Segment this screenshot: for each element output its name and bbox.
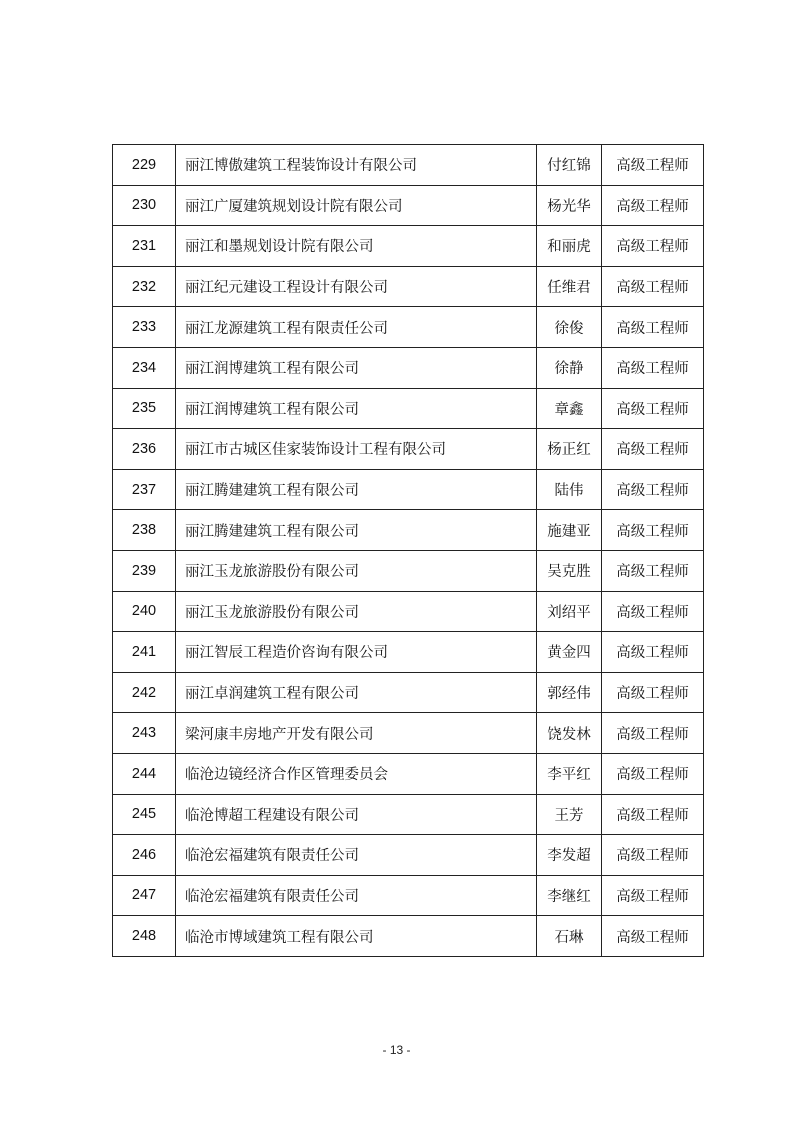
professional-title: 高级工程师 xyxy=(602,794,704,835)
professional-title: 高级工程师 xyxy=(602,307,704,348)
roster-table xyxy=(112,144,704,957)
professional-title: 高级工程师 xyxy=(602,875,704,916)
person-name: 徐俊 xyxy=(537,307,602,348)
professional-title: 高级工程师 xyxy=(602,510,704,551)
person-name: 王芳 xyxy=(537,794,602,835)
person-name: 石琳 xyxy=(537,916,602,957)
person-name: 杨光华 xyxy=(537,185,602,226)
row-number: 237 xyxy=(113,469,176,510)
table-row xyxy=(113,672,704,713)
row-number: 238 xyxy=(113,510,176,551)
professional-title: 高级工程师 xyxy=(602,145,704,186)
professional-title: 高级工程师 xyxy=(602,185,704,226)
row-number: 240 xyxy=(113,591,176,632)
person-name: 吴克胜 xyxy=(537,550,602,591)
row-number: 242 xyxy=(113,672,176,713)
organization-name: 丽江润博建筑工程有限公司 xyxy=(176,388,537,429)
professional-title: 高级工程师 xyxy=(602,672,704,713)
professional-title: 高级工程师 xyxy=(602,347,704,388)
professional-title: 高级工程师 xyxy=(602,266,704,307)
professional-title: 高级工程师 xyxy=(602,550,704,591)
table-row xyxy=(113,632,704,673)
organization-name: 临沧边镜经济合作区管理委员会 xyxy=(176,753,537,794)
person-name: 饶发林 xyxy=(537,713,602,754)
professional-title: 高级工程师 xyxy=(602,429,704,470)
row-number: 231 xyxy=(113,226,176,267)
table-row xyxy=(113,266,704,307)
person-name: 杨正红 xyxy=(537,429,602,470)
organization-name: 丽江市古城区佳家装饰设计工程有限公司 xyxy=(176,429,537,470)
table-row xyxy=(113,713,704,754)
professional-title: 高级工程师 xyxy=(602,916,704,957)
row-number: 246 xyxy=(113,835,176,876)
row-number: 247 xyxy=(113,875,176,916)
person-name: 黄金四 xyxy=(537,632,602,673)
page-number: - 13 - xyxy=(382,1043,411,1057)
professional-title: 高级工程师 xyxy=(602,835,704,876)
organization-name: 梁河康丰房地产开发有限公司 xyxy=(176,713,537,754)
row-number: 244 xyxy=(113,753,176,794)
organization-name: 临沧宏福建筑有限责任公司 xyxy=(176,875,537,916)
row-number: 234 xyxy=(113,347,176,388)
person-name: 陆伟 xyxy=(537,469,602,510)
table-row xyxy=(113,794,704,835)
person-name: 章鑫 xyxy=(537,388,602,429)
professional-title: 高级工程师 xyxy=(602,226,704,267)
organization-name: 丽江腾建建筑工程有限公司 xyxy=(176,510,537,551)
person-name: 任维君 xyxy=(537,266,602,307)
roster-table-body xyxy=(113,145,704,957)
professional-title: 高级工程师 xyxy=(602,713,704,754)
row-number: 239 xyxy=(113,550,176,591)
organization-name: 丽江纪元建设工程设计有限公司 xyxy=(176,266,537,307)
person-name: 李平红 xyxy=(537,753,602,794)
table-row xyxy=(113,347,704,388)
organization-name: 临沧宏福建筑有限责任公司 xyxy=(176,835,537,876)
table-row xyxy=(113,753,704,794)
organization-name: 临沧博超工程建设有限公司 xyxy=(176,794,537,835)
row-number: 243 xyxy=(113,713,176,754)
table-row xyxy=(113,916,704,957)
organization-name: 丽江玉龙旅游股份有限公司 xyxy=(176,591,537,632)
table-row xyxy=(113,145,704,186)
table-row xyxy=(113,875,704,916)
professional-title: 高级工程师 xyxy=(602,469,704,510)
professional-title: 高级工程师 xyxy=(602,753,704,794)
organization-name: 丽江智辰工程造价咨询有限公司 xyxy=(176,632,537,673)
table-row xyxy=(113,429,704,470)
row-number: 230 xyxy=(113,185,176,226)
organization-name: 丽江博傲建筑工程装饰设计有限公司 xyxy=(176,145,537,186)
person-name: 李继红 xyxy=(537,875,602,916)
professional-title: 高级工程师 xyxy=(602,632,704,673)
table-row xyxy=(113,835,704,876)
row-number: 245 xyxy=(113,794,176,835)
table-row xyxy=(113,226,704,267)
person-name: 郭经伟 xyxy=(537,672,602,713)
row-number: 248 xyxy=(113,916,176,957)
table-row xyxy=(113,307,704,348)
organization-name: 临沧市博域建筑工程有限公司 xyxy=(176,916,537,957)
row-number: 233 xyxy=(113,307,176,348)
person-name: 徐静 xyxy=(537,347,602,388)
row-number: 232 xyxy=(113,266,176,307)
person-name: 付红锦 xyxy=(537,145,602,186)
row-number: 235 xyxy=(113,388,176,429)
organization-name: 丽江玉龙旅游股份有限公司 xyxy=(176,550,537,591)
organization-name: 丽江卓润建筑工程有限公司 xyxy=(176,672,537,713)
person-name: 李发超 xyxy=(537,835,602,876)
table-row xyxy=(113,550,704,591)
row-number: 241 xyxy=(113,632,176,673)
person-name: 和丽虎 xyxy=(537,226,602,267)
organization-name: 丽江腾建建筑工程有限公司 xyxy=(176,469,537,510)
person-name: 施建亚 xyxy=(537,510,602,551)
table-row xyxy=(113,469,704,510)
professional-title: 高级工程师 xyxy=(602,388,704,429)
table-row xyxy=(113,591,704,632)
table-row xyxy=(113,510,704,551)
table-row xyxy=(113,185,704,226)
row-number: 229 xyxy=(113,145,176,186)
row-number: 236 xyxy=(113,429,176,470)
organization-name: 丽江龙源建筑工程有限责任公司 xyxy=(176,307,537,348)
person-name: 刘绍平 xyxy=(537,591,602,632)
organization-name: 丽江润博建筑工程有限公司 xyxy=(176,347,537,388)
organization-name: 丽江广厦建筑规划设计院有限公司 xyxy=(176,185,537,226)
organization-name: 丽江和墨规划设计院有限公司 xyxy=(176,226,537,267)
professional-title: 高级工程师 xyxy=(602,591,704,632)
table-row xyxy=(113,388,704,429)
